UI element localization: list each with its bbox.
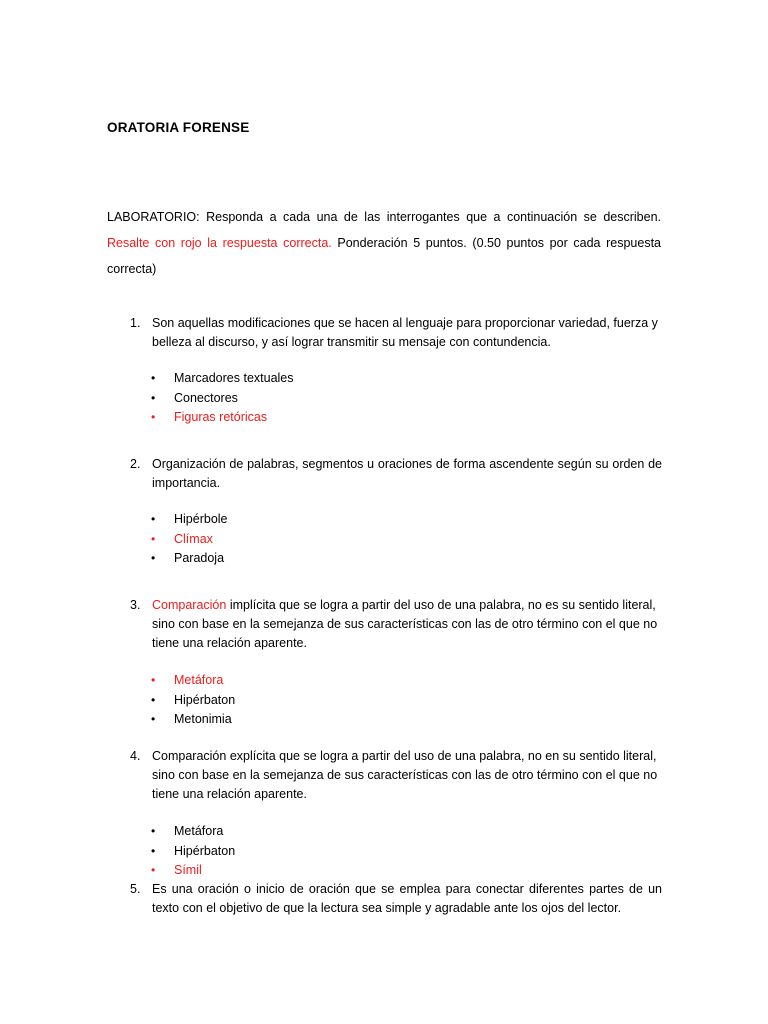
bullet-icon: • [151, 410, 156, 424]
list-item [151, 389, 294, 409]
option-label: Marcadores textuales [174, 371, 294, 385]
question-2 [130, 455, 662, 493]
question-3-options [151, 671, 235, 730]
list-item [151, 710, 235, 730]
list-item [151, 369, 294, 389]
question-number: 5. [130, 882, 141, 896]
list-item [151, 842, 235, 862]
option-label: Figuras retóricas [174, 410, 268, 424]
question-2-options [151, 510, 228, 569]
option-label: Metáfora [174, 824, 224, 838]
question-3 [130, 596, 662, 653]
list-item [151, 671, 235, 691]
option-label: Conectores [174, 390, 238, 405]
question-5 [130, 880, 662, 918]
list-item [151, 822, 235, 842]
option-label: Clímax [174, 531, 213, 546]
bullet-icon: • [151, 843, 156, 858]
lab-label: LABORATORIO: [107, 210, 200, 224]
option-label: Hipérbaton [174, 843, 236, 858]
option-label: Hipérbole [174, 512, 228, 526]
question-4-options [151, 822, 235, 881]
question-text: Es una oración o inicio de oración que se emplea para conectar diferentes partes de un texto con el objetivo de que la lectura sea simple y agradable ante los ojos del lector. [152, 882, 662, 915]
question-highlight: Comparación [152, 598, 227, 612]
option-label: Paradoja [174, 551, 225, 565]
list-item [151, 510, 228, 530]
list-item [151, 408, 294, 428]
list-item [151, 861, 235, 881]
question-number: 3. [130, 598, 141, 612]
question-text: Organización de palabras, segmentos u oraciones de forma ascendente según su orden de importancia. [152, 457, 662, 490]
question-number: 2. [130, 457, 141, 471]
bullet-icon: • [151, 692, 156, 707]
option-label: Símil [174, 863, 202, 877]
list-item [151, 549, 228, 569]
question-text: Son aquellas modificaciones que se hacen al lenguaje para proporcionar variedad, fuerza y belleza al discurso, y así lograr transmitir su mensaje con contundencia. [152, 316, 658, 349]
list-item [151, 691, 235, 711]
page-title: ORATORIA FORENSE [107, 120, 250, 135]
scoring-text: Ponderación 5 puntos. (0.50 puntos por cada respuesta correcta) [107, 236, 661, 276]
bullet-icon: • [151, 390, 156, 405]
list-item [151, 530, 228, 550]
bullet-icon: • [151, 551, 156, 565]
bullet-icon: • [151, 712, 156, 726]
option-label: Metáfora [174, 673, 224, 687]
question-number: 1. [130, 316, 141, 330]
question-1-options [151, 369, 294, 428]
instructions-highlight: Resalte con rojo la respuesta correcta. [107, 236, 332, 250]
instructions-paragraph [107, 204, 661, 282]
bullet-icon: • [151, 512, 156, 526]
question-text: Comparación explícita que se logra a partir del uso de una palabra, no en su sentido literal, sino con base en la semejanza de sus características con las de otro término con el que no tiene una relación aparente. [152, 749, 658, 801]
option-label: Hipérbaton [174, 692, 236, 707]
bullet-icon: • [151, 673, 156, 687]
option-label: Metonimia [174, 712, 232, 726]
question-number: 4. [130, 749, 141, 763]
question-1 [130, 314, 662, 352]
bullet-icon: • [151, 824, 156, 838]
bullet-icon: • [151, 531, 156, 546]
bullet-icon: • [151, 371, 156, 385]
question-text [152, 596, 662, 653]
bullet-icon: • [151, 863, 156, 877]
question-4 [130, 747, 662, 804]
question-text-rest: implícita que se logra a partir del uso de una palabra, no es su sentido literal, sino con base en la semejanza de sus características con las de otro término con el que no tiene una relación aparente. [152, 598, 658, 650]
instructions-text: Responda a cada una de las interrogantes que a continuación se describen. [199, 210, 661, 224]
